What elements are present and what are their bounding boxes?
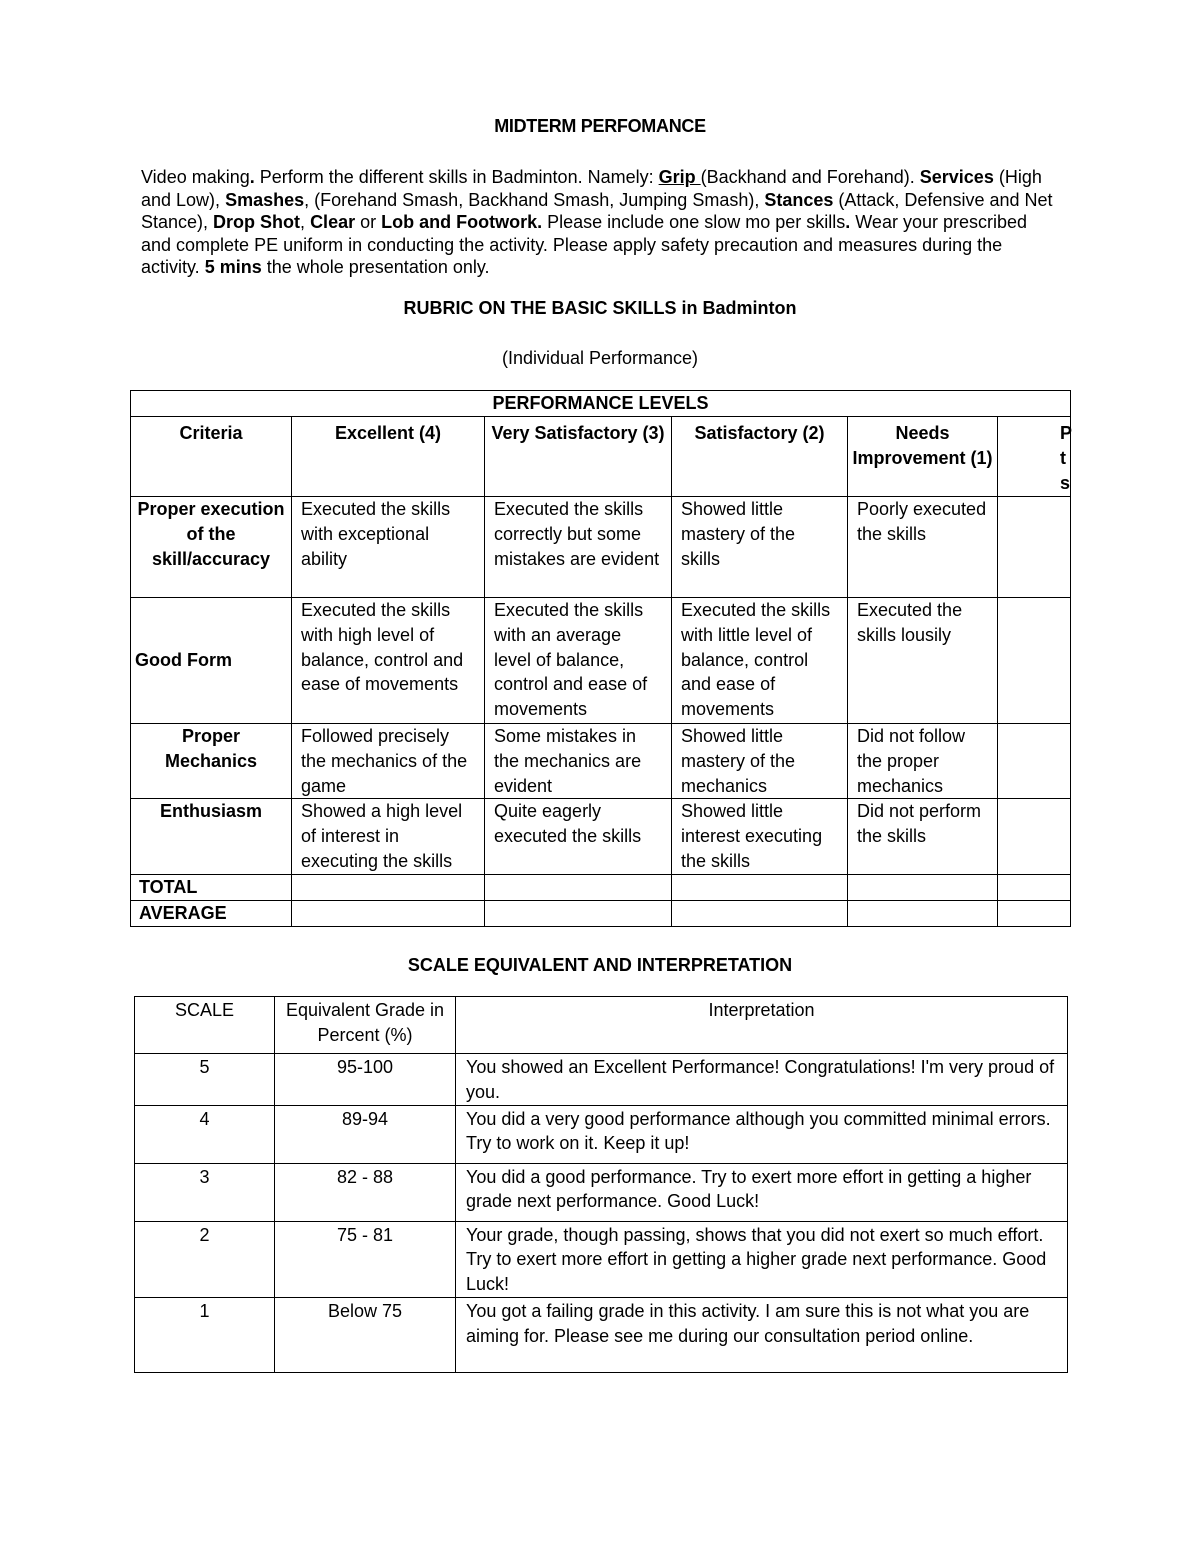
rubric-cell: Poorly executed the skills xyxy=(848,497,998,598)
table-row xyxy=(135,1105,1068,1163)
scale-value: 5 xyxy=(135,1054,275,1106)
rubric-cell: Did not follow the proper mechanics xyxy=(848,724,998,799)
interpretation-text: Your grade, though passing, shows that you did not exert so much effort. Try to exert more effort in getting a higher grade next performance. Good Luck! xyxy=(456,1221,1068,1297)
total-cell xyxy=(998,875,1071,901)
average-cell xyxy=(848,901,998,927)
interpretation-text: You got a failing grade in this activity. I am sure this is not what you are aiming for. Please see me during our consultation period online. xyxy=(456,1297,1068,1372)
rubric-cell: Executed the skills correctly but some mistakes are evident xyxy=(485,497,672,598)
rubric-cell: Followed precisely the mechanics of the game xyxy=(292,724,485,799)
scale-title: SCALE EQUIVALENT AND INTERPRETATION xyxy=(407,955,793,975)
rubric-cell: Showed little mastery of the mechanics xyxy=(672,724,848,799)
column-header-very-satisfactory: Very Satisfactory (3) xyxy=(485,417,672,497)
scale-table xyxy=(134,996,1068,1373)
rubric-cell: Executed the skills with little level of balance, control and ease of movements xyxy=(672,598,848,724)
instruction-text: Video making xyxy=(141,167,250,187)
instruction-text: , xyxy=(300,212,311,233)
total-cell xyxy=(292,875,485,901)
rubric-header-row xyxy=(131,417,1071,497)
column-header-excellent: Excellent (4) xyxy=(292,417,485,497)
total-label: TOTAL xyxy=(131,875,292,901)
instruction-text: (Attack, Defensive and Net Stance), xyxy=(141,189,1053,233)
instruction-text: (Backhand and Forehand). xyxy=(700,167,920,187)
table-row xyxy=(135,1297,1068,1372)
instruction-text: (High and Low), xyxy=(141,167,1042,210)
rubric-cell: Showed little interest executing the skills xyxy=(672,799,848,875)
column-header-points xyxy=(998,417,1071,497)
rubric-title: RUBRIC ON THE BASIC SKILLS in Badminton xyxy=(403,298,797,318)
points-cell xyxy=(998,497,1071,598)
points-header-text: Pts xyxy=(1060,423,1073,493)
instruction-text: the whole presentation only. xyxy=(261,257,490,278)
rubric-cell: Quite eagerly executed the skills xyxy=(485,799,672,875)
instructions-paragraph xyxy=(141,166,1061,279)
rubric-cell: Executed the skills with exceptional ability xyxy=(292,497,485,598)
total-row xyxy=(131,875,1071,901)
instruction-skill: Grip xyxy=(658,167,701,187)
rubric-cell: Showed a high level of interest in executing the skills xyxy=(292,799,485,875)
table-row xyxy=(131,598,1071,724)
criteria-cell: Enthusiasm xyxy=(131,799,292,875)
rubric-cell: Showed little mastery of the skills xyxy=(672,497,848,598)
rubric-cell: Some mistakes in the mechanics are evident xyxy=(485,724,672,799)
instruction-skill: Smashes xyxy=(225,189,305,210)
scale-header-row xyxy=(135,997,1068,1054)
table-row xyxy=(135,1221,1068,1297)
instruction-duration: 5 mins xyxy=(204,257,262,278)
column-header-interpretation: Interpretation xyxy=(456,997,1068,1054)
table-row xyxy=(135,1054,1068,1106)
rubric-subtitle: (Individual Performance) xyxy=(501,348,699,368)
grade-range: 95-100 xyxy=(275,1054,456,1106)
instruction-skill: Services xyxy=(919,167,994,187)
total-cell xyxy=(672,875,848,901)
table-row xyxy=(131,724,1071,799)
grade-range: Below 75 xyxy=(275,1297,456,1372)
page-title: MIDTERM PERFOMANCE xyxy=(494,116,706,136)
column-header-grade: Equivalent Grade in Percent (%) xyxy=(275,997,456,1054)
grade-range: 75 - 81 xyxy=(275,1221,456,1297)
rubric-levels-row xyxy=(131,391,1071,417)
table-row xyxy=(131,497,1071,598)
interpretation-text: You showed an Excellent Performance! Congratulations! I'm very proud of you. xyxy=(456,1054,1068,1106)
grade-range: 82 - 88 xyxy=(275,1163,456,1221)
average-cell xyxy=(485,901,672,927)
criteria-cell: Proper execution of the skill/accuracy xyxy=(131,497,292,598)
points-cell xyxy=(998,799,1071,875)
rubric-cell: Executed the skills with high level of balance, control and ease of movements xyxy=(292,598,485,724)
instruction-text: . xyxy=(249,167,255,187)
instruction-text: or xyxy=(355,212,382,233)
rubric-cell: Did not perform the skills xyxy=(848,799,998,875)
table-row xyxy=(131,799,1071,875)
performance-levels-header: PERFORMANCE LEVELS xyxy=(131,391,1071,417)
average-cell xyxy=(998,901,1071,927)
interpretation-text: You did a good performance. Try to exert more effort in getting a higher grade next performance. Good Luck! xyxy=(456,1163,1068,1221)
instruction-text: Perform the different skills in Badminton. Namely: xyxy=(254,167,659,187)
average-label: AVERAGE xyxy=(131,901,292,927)
instruction-text: Wear your prescribed and complete PE uniform in conducting the activity. Please apply safety precaution and measures during the activity. xyxy=(141,212,1028,278)
instruction-skill: Clear xyxy=(310,212,356,233)
rubric-cell: Executed the skills with an average level of balance, control and ease of movements xyxy=(485,598,672,724)
rubric-table xyxy=(130,390,1071,927)
instruction-skill: Lob and Footwork. xyxy=(381,212,543,233)
average-cell xyxy=(672,901,848,927)
instruction-skill: Drop Shot xyxy=(213,212,301,233)
column-header-criteria: Criteria xyxy=(131,417,292,497)
instruction-text: Please include one slow mo per skills xyxy=(542,212,846,233)
rubric-cell: Executed the skills lousily xyxy=(848,598,998,724)
column-header-scale: SCALE xyxy=(135,997,275,1054)
interpretation-text: You did a very good performance although you committed minimal errors. Try to work on it. Keep it up! xyxy=(456,1105,1068,1163)
column-header-needs-improvement: Needs Improvement (1) xyxy=(848,417,998,497)
column-header-satisfactory: Satisfactory (2) xyxy=(672,417,848,497)
average-row xyxy=(131,901,1071,927)
table-row xyxy=(135,1163,1068,1221)
instruction-text: , (Forehand Smash, Backhand Smash, Jumping Smash), xyxy=(304,189,765,210)
criteria-cell: Proper Mechanics xyxy=(131,724,292,799)
scale-value: 1 xyxy=(135,1297,275,1372)
scale-value: 2 xyxy=(135,1221,275,1297)
total-cell xyxy=(485,875,672,901)
instruction-skill: Stances xyxy=(764,189,834,210)
total-cell xyxy=(848,875,998,901)
average-cell xyxy=(292,901,485,927)
criteria-cell: Good Form xyxy=(131,598,292,724)
instruction-text: . xyxy=(845,212,851,233)
points-cell xyxy=(998,598,1071,724)
scale-value: 4 xyxy=(135,1105,275,1163)
points-cell xyxy=(998,724,1071,799)
grade-range: 89-94 xyxy=(275,1105,456,1163)
scale-value: 3 xyxy=(135,1163,275,1221)
